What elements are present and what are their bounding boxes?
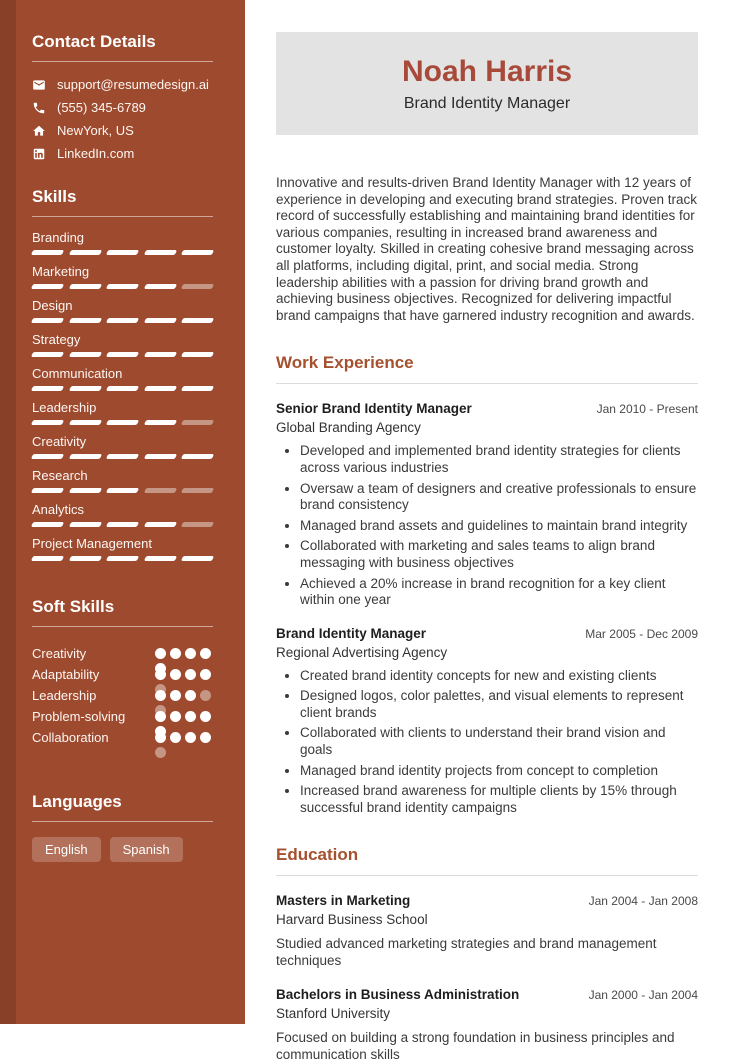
degree-title: Masters in Marketing — [276, 893, 411, 909]
skill-bar-segment — [181, 522, 214, 527]
skill-bar-segment — [31, 488, 64, 493]
education-description: Studied advanced marketing strategies and brand management techniques — [276, 936, 657, 969]
contact-list — [32, 77, 213, 161]
soft-skill-dot — [185, 732, 196, 743]
skill-bar-segment — [106, 522, 139, 527]
skill-bar-segment — [106, 454, 139, 459]
education-dates: Jan 2004 - Jan 2008 — [588, 894, 698, 909]
soft-skill-dot — [155, 669, 166, 680]
contact-item-location — [32, 123, 213, 138]
education-entry-head — [276, 987, 698, 1002]
contact-item-phone — [32, 100, 213, 115]
soft-skill-item — [32, 687, 213, 708]
contact-section-title: Contact Details — [32, 32, 213, 62]
soft-skill-dot — [170, 711, 181, 722]
skill-label: Communication — [32, 366, 123, 381]
education-dates: Jan 2000 - Jan 2004 — [588, 988, 698, 1003]
soft-skill-label: Adaptability — [32, 667, 100, 682]
skill-label: Design — [32, 298, 73, 313]
skill-item — [32, 502, 213, 527]
skill-bar-segment — [31, 556, 64, 561]
skill-bar — [32, 284, 213, 289]
skill-bar — [32, 522, 213, 527]
job-bullet: • Managed brand identity projects from concept to completion — [300, 763, 698, 780]
skill-bar-segment — [68, 522, 101, 527]
skill-bar-segment — [144, 454, 177, 459]
skill-bar — [32, 488, 213, 493]
skill-bar-segment — [31, 522, 64, 527]
job-bullet-list — [276, 443, 698, 608]
skill-item — [32, 434, 213, 459]
job-title: Brand Identity Manager — [276, 625, 427, 641]
work-experience-section — [276, 353, 698, 816]
sidebar — [0, 0, 245, 1024]
skill-bar-segment — [106, 250, 139, 255]
education-entry-head — [276, 893, 698, 908]
skill-bar-segment — [31, 454, 64, 459]
education-section — [276, 845, 698, 1064]
soft-skill-item — [32, 729, 213, 750]
skill-bar-segment — [144, 488, 177, 493]
skill-bar-segment — [68, 488, 101, 493]
soft-skill-item — [32, 666, 213, 687]
education-description: Focused on building a strong foundation in business principles and communication skills — [276, 1030, 675, 1063]
skill-label: Creativity — [32, 434, 87, 449]
soft-skill-dot — [200, 732, 211, 743]
skill-bar-segment — [68, 352, 101, 357]
skill-bar-segment — [68, 318, 101, 323]
skill-bar-segment — [106, 284, 139, 289]
skill-label: Leadership — [32, 400, 97, 415]
person-name: Noah Harris — [401, 55, 573, 88]
skill-bar-segment — [144, 420, 177, 425]
job-entry — [276, 626, 698, 817]
contact-item-linkedin — [32, 146, 213, 161]
languages-section — [32, 792, 213, 862]
soft-skill-dot — [200, 690, 211, 701]
languages-section-title: Languages — [32, 792, 213, 822]
soft-skill-dot — [200, 648, 211, 659]
job-bullet: • Developed and implemented brand identity strategies for clients across various industries — [300, 443, 698, 476]
soft-skills-list — [32, 645, 213, 750]
skill-bar-segment — [106, 556, 139, 561]
contact-section — [32, 32, 213, 161]
job-bullet: • Designed logos, color palettes, and visual elements to represent client brands — [300, 688, 698, 721]
skills-section — [32, 187, 213, 561]
resume-main — [245, 0, 730, 1063]
soft-skill-dot — [185, 669, 196, 680]
skill-bar-segment — [68, 284, 101, 289]
skill-bar-segment — [181, 318, 214, 323]
skill-item — [32, 230, 213, 255]
job-dates: Mar 2005 - Dec 2009 — [585, 626, 698, 641]
job-entry — [276, 401, 698, 608]
soft-skill-dot — [185, 648, 196, 659]
skill-bar-segment — [181, 284, 214, 289]
skill-bar — [32, 352, 213, 357]
job-company: Global Branding Agency — [276, 420, 421, 436]
soft-skill-dot — [155, 747, 166, 758]
skill-bar-segment — [106, 352, 139, 357]
skill-bar — [32, 420, 213, 425]
language-pill: English — [32, 837, 101, 862]
skill-item — [32, 366, 213, 391]
linkedin-icon — [32, 147, 46, 161]
skill-item — [32, 468, 213, 493]
skill-item — [32, 332, 213, 357]
school-name: Stanford University — [276, 1006, 391, 1022]
skill-item — [32, 536, 213, 561]
language-pills — [32, 837, 213, 862]
home-icon — [32, 124, 46, 138]
skill-bar-segment — [31, 284, 64, 289]
skill-bar-segment — [181, 454, 214, 459]
job-title: Senior Brand Identity Manager — [276, 401, 472, 417]
soft-skill-dot — [155, 648, 166, 659]
job-bullet: • Increased brand awareness for multiple clients by 15% through successful brand identity campaigns — [300, 783, 698, 816]
soft-skill-label: Leadership — [32, 688, 97, 703]
skill-bar-segment — [144, 318, 177, 323]
soft-skill-dot — [155, 690, 166, 701]
skill-bar-segment — [106, 318, 139, 323]
skill-bar-segment — [31, 318, 64, 323]
contact-location-text: NewYork, US — [57, 123, 134, 138]
skill-bar-segment — [144, 556, 177, 561]
skill-bar-segment — [68, 420, 101, 425]
soft-skill-dot — [155, 732, 166, 743]
skill-bar-segment — [68, 454, 101, 459]
education-title: Education — [276, 845, 698, 876]
skill-bar-segment — [106, 386, 139, 391]
skill-bar-segment — [144, 352, 177, 357]
skill-bar-segment — [31, 250, 64, 255]
skill-label: Branding — [32, 230, 85, 245]
soft-skills-section — [32, 597, 213, 750]
job-bullet: • Collaborated with clients to understand their brand vision and goals — [300, 725, 698, 758]
job-dates: Jan 2010 - Present — [596, 402, 698, 417]
phone-icon — [32, 101, 46, 115]
skill-label: Analytics — [32, 502, 85, 517]
job-company: Regional Advertising Agency — [276, 644, 448, 660]
skill-bar-segment — [31, 352, 64, 357]
contact-phone-text: (555) 345-6789 — [57, 100, 146, 115]
job-bullet-list — [276, 668, 698, 817]
skill-bar-segment — [181, 488, 214, 493]
skill-bar-segment — [68, 556, 101, 561]
skill-bar-segment — [181, 556, 214, 561]
soft-skill-dot — [155, 711, 166, 722]
school-name: Harvard Business School — [276, 912, 428, 928]
job-entry-head — [276, 626, 698, 641]
skill-bar-segment — [144, 250, 177, 255]
soft-skill-label: Creativity — [32, 646, 87, 661]
skill-bar-segment — [144, 386, 177, 391]
skill-bar-segment — [106, 488, 139, 493]
skill-bar-segment — [68, 250, 101, 255]
language-pill: Spanish — [110, 837, 183, 862]
skill-item — [32, 400, 213, 425]
soft-skill-label: Problem-solving — [32, 709, 126, 724]
soft-skill-item — [32, 708, 213, 729]
soft-skill-dot — [170, 648, 181, 659]
skill-bar — [32, 386, 213, 391]
soft-skill-dot — [170, 669, 181, 680]
skill-bar — [32, 556, 213, 561]
skill-bar — [32, 454, 213, 459]
soft-skill-dot — [185, 711, 196, 722]
soft-skill-dot — [170, 732, 181, 743]
degree-title: Bachelors in Business Administration — [276, 987, 520, 1003]
skill-bar-segment — [144, 284, 177, 289]
education-entry — [276, 893, 698, 970]
job-entry-head — [276, 401, 698, 416]
skill-bar-segment — [181, 352, 214, 357]
contact-linkedin-text: LinkedIn.com — [57, 146, 135, 161]
soft-skill-dot — [200, 711, 211, 722]
skill-bar-segment — [106, 420, 139, 425]
skills-section-title: Skills — [32, 187, 213, 217]
person-role: Brand Identity Manager — [403, 95, 571, 112]
soft-skill-dots — [155, 732, 213, 758]
skill-bar-segment — [181, 420, 214, 425]
job-bullet: • Managed brand assets and guidelines to maintain brand integrity — [300, 518, 698, 535]
soft-skill-item — [32, 645, 213, 666]
soft-skill-label: Collaboration — [32, 730, 109, 745]
skill-label: Strategy — [32, 332, 81, 347]
skill-item — [32, 298, 213, 323]
skill-label: Project Management — [32, 536, 152, 551]
skill-bar-segment — [31, 386, 64, 391]
skill-label: Marketing — [32, 264, 90, 279]
contact-email-text: support@resumedesign.ai — [57, 77, 209, 92]
summary-paragraph: Innovative and results-driven Brand Identity Manager with 12 years of experience in developing and executing brand strategies. Proven track record of successfully establishing and maintaining brand identities for various companies, resulting in increased brand awareness and customer loyalty. Skilled in creating cohesive brand messaging across all platforms, including digital, print, and social media. Strong leadership abilities with a passion for driving brand growth and achieving business objectives. Recognized for delivering impactful brand campaigns that have garnered industry recognition and awards. — [276, 175, 698, 323]
job-bullet: • Created brand identity concepts for new and existing clients — [300, 668, 698, 685]
contact-item-email — [32, 77, 213, 92]
email-icon — [32, 78, 46, 92]
skill-item — [32, 264, 213, 289]
skill-label: Research — [32, 468, 88, 483]
job-bullet: • Achieved a 20% increase in brand recognition for a key client within one year — [300, 576, 698, 609]
soft-skill-dot — [170, 690, 181, 701]
skill-bar — [32, 318, 213, 323]
skills-list — [32, 230, 213, 561]
job-bullet: • Oversaw a team of designers and creative professionals to ensure brand consistency — [300, 481, 698, 514]
work-experience-title: Work Experience — [276, 353, 698, 384]
skill-bar-segment — [144, 522, 177, 527]
skill-bar-segment — [181, 386, 214, 391]
soft-skills-section-title: Soft Skills — [32, 597, 213, 627]
soft-skill-dot — [200, 669, 211, 680]
soft-skill-dot — [185, 690, 196, 701]
skill-bar-segment — [181, 250, 214, 255]
job-bullet: • Collaborated with marketing and sales teams to align brand messaging with business objectives — [300, 538, 698, 571]
skill-bar-segment — [68, 386, 101, 391]
education-entry — [276, 987, 698, 1064]
skill-bar-segment — [31, 420, 64, 425]
name-header — [276, 32, 698, 135]
skill-bar — [32, 250, 213, 255]
